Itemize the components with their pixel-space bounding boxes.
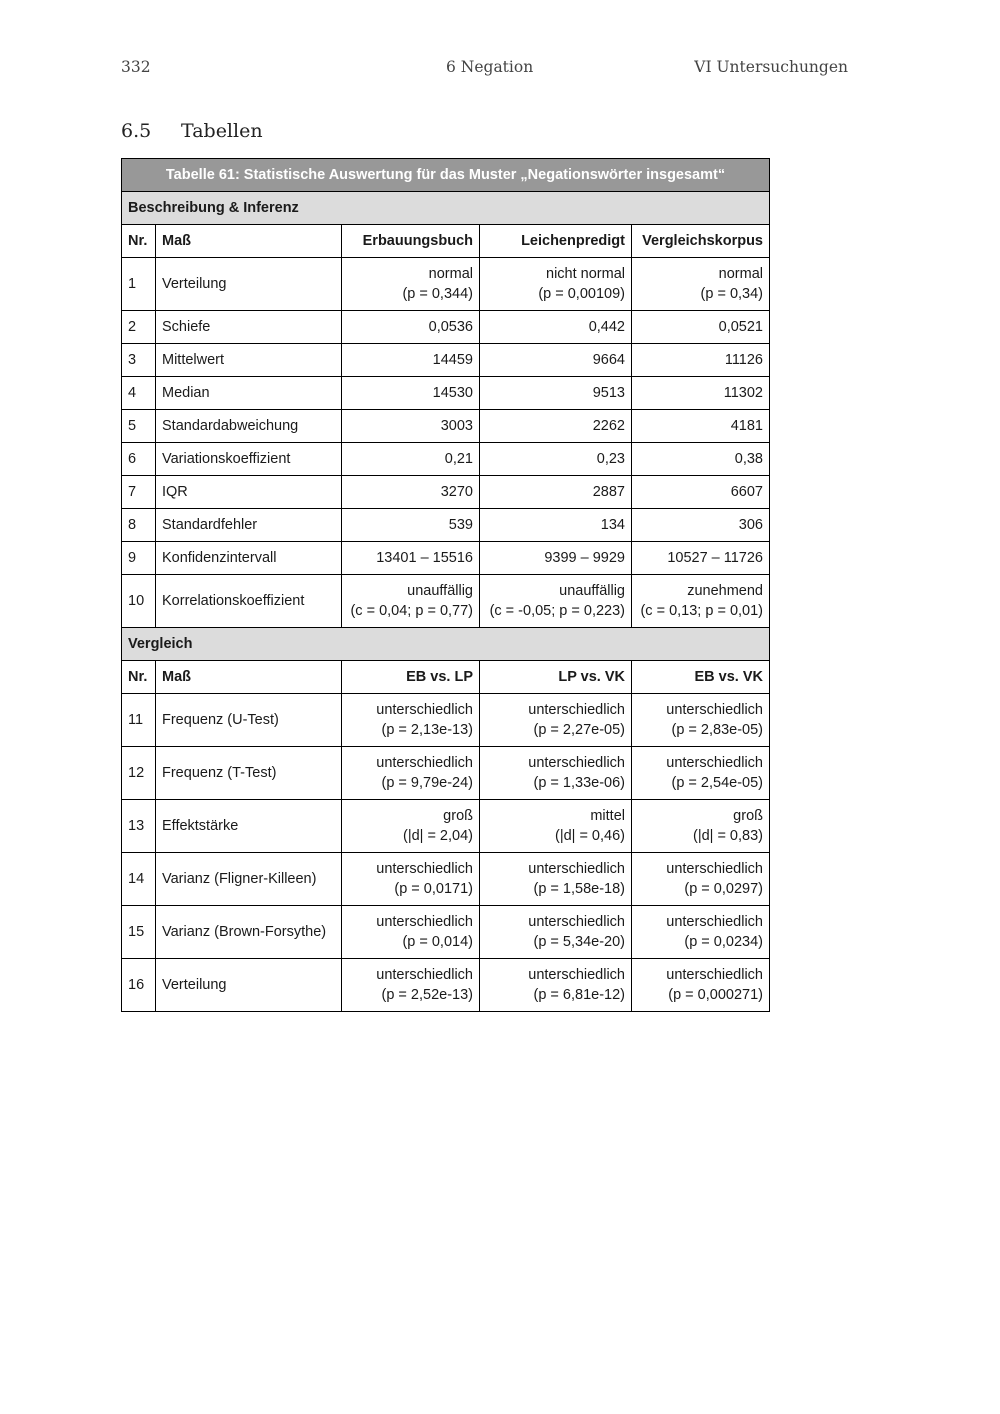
value-text: 9664: [592, 352, 625, 368]
row-number: 15: [122, 906, 156, 959]
value-text: unterschiedlich: [528, 914, 625, 930]
value-cell: [632, 344, 770, 377]
value-cell: [480, 344, 632, 377]
row-number: 12: [122, 747, 156, 800]
value-text: 0,38: [734, 451, 763, 467]
value-cell: [480, 959, 632, 1012]
table-caption: Tabelle 61: Statistische Auswertung für das Muster „Negationswörter insgesamt“: [122, 159, 770, 192]
value-cell: [632, 542, 770, 575]
part-title: VI Untersuchungen: [694, 58, 848, 76]
column-header: LP vs. VK: [480, 661, 632, 694]
value-detail: (p = 0,0297): [684, 881, 763, 897]
value-text: 0,23: [596, 451, 625, 467]
value-cell: [342, 344, 480, 377]
value-detail: (p = 0,0234): [684, 934, 763, 950]
value-detail: (|d| = 2,04): [402, 828, 473, 844]
value-text: groß: [443, 808, 473, 824]
value-text: 14459: [432, 352, 473, 368]
row-number: 5: [122, 410, 156, 443]
table-row: [122, 311, 770, 344]
measure-name: Standardabweichung: [156, 410, 342, 443]
value-text: 13401 – 15516: [376, 550, 473, 566]
value-text: unterschiedlich: [528, 967, 625, 983]
row-number: 13: [122, 800, 156, 853]
value-cell: [342, 476, 480, 509]
value-detail: (p = 9,79e-24): [381, 775, 473, 791]
value-text: groß: [733, 808, 763, 824]
value-cell: [480, 800, 632, 853]
value-cell: [632, 853, 770, 906]
measure-name: Korrelationskoeffizient: [156, 575, 342, 628]
value-text: 306: [738, 517, 763, 533]
value-text: unterschiedlich: [528, 861, 625, 877]
table-row: [122, 377, 770, 410]
table-row: [122, 410, 770, 443]
value-text: 6607: [730, 484, 763, 500]
value-cell: [632, 959, 770, 1012]
value-cell: [342, 443, 480, 476]
row-number: 6: [122, 443, 156, 476]
row-number: 2: [122, 311, 156, 344]
table-row: [122, 344, 770, 377]
measure-name: Varianz (Brown-Forsythe): [156, 906, 342, 959]
value-text: unterschiedlich: [666, 861, 763, 877]
row-number: 9: [122, 542, 156, 575]
value-detail: (p = 2,13e-13): [381, 722, 473, 738]
value-text: unterschiedlich: [666, 914, 763, 930]
value-text: 3003: [440, 418, 473, 434]
value-cell: [342, 311, 480, 344]
table-row: [122, 575, 770, 628]
table-row: [122, 542, 770, 575]
value-cell: [480, 747, 632, 800]
measure-name: Verteilung: [156, 959, 342, 1012]
value-detail: (|d| = 0,83): [692, 828, 763, 844]
value-text: 0,21: [444, 451, 473, 467]
row-number: 7: [122, 476, 156, 509]
value-cell: [342, 694, 480, 747]
section-title: Tabellen: [181, 120, 263, 142]
value-text: unterschiedlich: [528, 755, 625, 771]
value-text: 2887: [592, 484, 625, 500]
value-cell: [480, 377, 632, 410]
measure-name: Frequenz (T-Test): [156, 747, 342, 800]
value-cell: [632, 410, 770, 443]
value-cell: [342, 747, 480, 800]
section-label: Vergleich: [122, 628, 770, 661]
value-text: normal: [428, 266, 473, 282]
section-row: [122, 628, 770, 661]
value-cell: [480, 853, 632, 906]
measure-name: Varianz (Fligner-Killeen): [156, 853, 342, 906]
table-caption-row: [122, 159, 770, 192]
row-number: 14: [122, 853, 156, 906]
statistics-table: [121, 158, 770, 1012]
value-detail: (c = 0,13; p = 0,01): [640, 603, 763, 619]
value-text: 9513: [592, 385, 625, 401]
value-text: unterschiedlich: [376, 755, 473, 771]
value-text: unterschiedlich: [666, 702, 763, 718]
header-row: [122, 225, 770, 258]
header-row: [122, 661, 770, 694]
value-cell: [480, 542, 632, 575]
value-text: unterschiedlich: [376, 861, 473, 877]
table-row: [122, 258, 770, 311]
row-number: 11: [122, 694, 156, 747]
row-number: 4: [122, 377, 156, 410]
value-text: 11126: [724, 352, 763, 368]
measure-name: Schiefe: [156, 311, 342, 344]
measure-name: Standardfehler: [156, 509, 342, 542]
value-cell: [342, 800, 480, 853]
value-text: nicht normal: [546, 266, 625, 282]
table-row: [122, 853, 770, 906]
value-cell: [632, 311, 770, 344]
value-text: 9399 – 9929: [544, 550, 625, 566]
value-detail: (p = 0,0171): [394, 881, 473, 897]
value-text: 0,442: [588, 319, 625, 335]
value-cell: [632, 509, 770, 542]
value-text: unterschiedlich: [376, 914, 473, 930]
section-number: 6.5: [121, 120, 152, 142]
section-heading: [121, 120, 263, 142]
value-detail: (c = -0,05; p = 0,223): [489, 603, 625, 619]
value-cell: [632, 906, 770, 959]
value-cell: [632, 476, 770, 509]
value-cell: [342, 906, 480, 959]
value-cell: [632, 443, 770, 476]
value-text: unterschiedlich: [376, 702, 473, 718]
column-header: Leichenpredigt: [480, 225, 632, 258]
value-detail: (p = 2,52e-13): [381, 987, 473, 1003]
section-row: [122, 192, 770, 225]
row-number: 1: [122, 258, 156, 311]
row-number: 8: [122, 509, 156, 542]
value-text: 10527 – 11726: [667, 550, 763, 566]
column-header: EB vs. VK: [632, 661, 770, 694]
table-row: [122, 747, 770, 800]
value-cell: [480, 694, 632, 747]
value-cell: [632, 258, 770, 311]
value-cell: [342, 853, 480, 906]
value-cell: [342, 509, 480, 542]
value-detail: (c = 0,04; p = 0,77): [350, 603, 473, 619]
measure-name: IQR: [156, 476, 342, 509]
value-cell: [342, 959, 480, 1012]
value-text: zunehmend: [687, 583, 763, 599]
column-header: EB vs. LP: [342, 661, 480, 694]
column-header: Nr.: [122, 661, 156, 694]
value-cell: [342, 542, 480, 575]
value-cell: [342, 410, 480, 443]
value-text: 4181: [730, 418, 763, 434]
table-row: [122, 906, 770, 959]
running-head: [121, 58, 848, 82]
value-text: 2262: [592, 418, 625, 434]
value-text: 134: [600, 517, 625, 533]
measure-name: Effektstärke: [156, 800, 342, 853]
value-cell: [632, 377, 770, 410]
column-header: Vergleichskorpus: [632, 225, 770, 258]
value-text: unterschiedlich: [528, 702, 625, 718]
row-number: 3: [122, 344, 156, 377]
measure-name: Mittelwert: [156, 344, 342, 377]
value-detail: (p = 5,34e-20): [533, 934, 625, 950]
column-header: Nr.: [122, 225, 156, 258]
value-detail: (|d| = 0,46): [554, 828, 625, 844]
value-text: unterschiedlich: [376, 967, 473, 983]
value-detail: (p = 0,344): [402, 286, 473, 302]
table-row: [122, 800, 770, 853]
value-detail: (p = 0,00109): [538, 286, 625, 302]
measure-name: Frequenz (U-Test): [156, 694, 342, 747]
value-text: unterschiedlich: [666, 755, 763, 771]
value-cell: [480, 906, 632, 959]
value-detail: (p = 0,014): [402, 934, 473, 950]
value-detail: (p = 2,27e-05): [533, 722, 625, 738]
value-cell: [480, 476, 632, 509]
value-cell: [480, 410, 632, 443]
value-cell: [342, 258, 480, 311]
value-detail: (p = 1,33e-06): [533, 775, 625, 791]
value-cell: [480, 509, 632, 542]
table-row: [122, 476, 770, 509]
value-cell: [632, 800, 770, 853]
table-row: [122, 694, 770, 747]
column-header: Maß: [156, 225, 342, 258]
value-detail: (p = 1,58e-18): [533, 881, 625, 897]
row-number: 16: [122, 959, 156, 1012]
measure-name: Variationskoeffizient: [156, 443, 342, 476]
value-cell: [632, 694, 770, 747]
value-cell: [342, 575, 480, 628]
value-text: 11302: [723, 385, 763, 401]
value-text: 0,0521: [718, 319, 763, 335]
value-cell: [632, 575, 770, 628]
value-detail: (p = 0,34): [700, 286, 763, 302]
measure-name: Median: [156, 377, 342, 410]
value-detail: (p = 0,000271): [668, 987, 763, 1003]
value-cell: [480, 258, 632, 311]
value-text: 14530: [432, 385, 473, 401]
value-detail: (p = 6,81e-12): [533, 987, 625, 1003]
value-cell: [342, 377, 480, 410]
column-header: Erbauungsbuch: [342, 225, 480, 258]
column-header: Maß: [156, 661, 342, 694]
value-cell: [632, 747, 770, 800]
value-detail: (p = 2,83e-05): [671, 722, 763, 738]
table-row: [122, 509, 770, 542]
value-text: 539: [448, 517, 473, 533]
section-label: Beschreibung & Inferenz: [122, 192, 770, 225]
value-text: unauffällig: [407, 583, 473, 599]
measure-name: Konfidenzintervall: [156, 542, 342, 575]
table-row: [122, 959, 770, 1012]
chapter-title: 6 Negation: [446, 58, 534, 76]
value-text: unterschiedlich: [666, 967, 763, 983]
value-text: unauffällig: [559, 583, 625, 599]
value-text: mittel: [590, 808, 625, 824]
measure-name: Verteilung: [156, 258, 342, 311]
value-text: 3270: [440, 484, 473, 500]
value-cell: [480, 575, 632, 628]
value-text: 0,0536: [428, 319, 473, 335]
table-row: [122, 443, 770, 476]
page-number: 332: [121, 58, 151, 76]
value-detail: (p = 2,54e-05): [671, 775, 763, 791]
value-cell: [480, 311, 632, 344]
value-cell: [480, 443, 632, 476]
row-number: 10: [122, 575, 156, 628]
value-text: normal: [718, 266, 763, 282]
